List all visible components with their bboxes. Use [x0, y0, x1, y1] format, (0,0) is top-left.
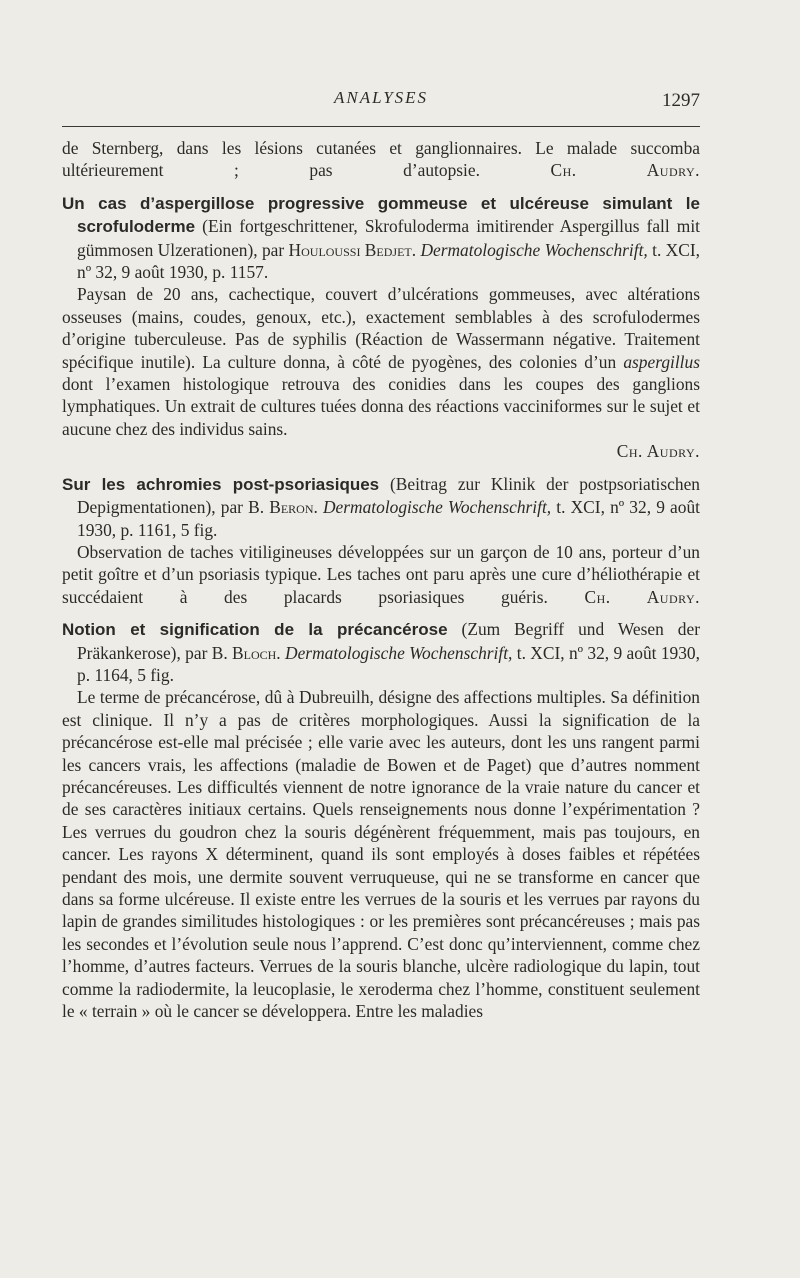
article-signature: Ch. Audry.: [584, 586, 700, 607]
article-body-text: Observation de taches vitiligineuses développées sur un garçon de 10 ans, porteur d’un petit goître et d’un psoriasis typique. Les taches ont paru après une cure d’héliothérapie et succédaient à des placards psoriasiques guéris.: [62, 541, 700, 607]
article-reference: t. XCI, nº 32, 9 août 1930, p. 1161, 5 fig.: [77, 497, 700, 540]
original-title: (Ein fortgeschrittener, Skrofuloderma imitirender Aspergillus fall mit gümmosen Ulzerationen), par: [77, 216, 700, 260]
journal-name: Dermatologische Wochenschrift,: [323, 497, 552, 518]
continuation-paragraph: [62, 137, 700, 182]
article-signature: Ch. Audry.: [616, 441, 700, 462]
page-number: 1297: [662, 90, 700, 111]
continuation-signature: Ch. Audry.: [550, 160, 700, 181]
article-header: [62, 473, 700, 541]
article-citation: [62, 473, 700, 541]
article-body: [62, 283, 700, 440]
page-header: [62, 88, 700, 116]
article-author: Beron.: [269, 497, 318, 518]
article-author: Houloussi Bedjet.: [288, 239, 417, 260]
header-rule: [62, 126, 700, 127]
journal-name: Dermatologische Wochenschrift,: [420, 239, 648, 260]
article-body-text: dont l’examen histologique retrouva des conidies dans les coupes des ganglions lymphatiques. Un extrait de cultures tuées donna des réactions vacciniformes sur le sujet et aucune chez des individus sains.: [62, 374, 700, 439]
article-citation: [62, 618, 700, 686]
article-citation: [62, 192, 700, 284]
original-title: (Zum Begriff und Wesen der Präkankerose), par B.: [77, 619, 700, 663]
article-header: [62, 618, 700, 686]
article-body: [62, 541, 700, 608]
original-title: (Beitrag zur Klinik der postpsoriatischen Depigmentationen), par B.: [77, 473, 700, 518]
article-title: Notion et signification de la précancérose: [62, 620, 448, 640]
article-body-text: Paysan de 20 ans, cachectique, couvert d’ulcérations gommeuses, avec altérations osseuses (mains, coudes, genoux, etc.), exactement semblables à des scrofulodermes d’origine tuberculeuse. Pas de syphilis (Réaction de Wassermann négative. Traitement spécifique inutile). La culture donna, à côté de pyogènes, des colonies d’un: [62, 284, 700, 372]
article-body-italic: aspergillus: [623, 351, 700, 372]
article-title: Sur les achromies post-psoriasiques: [62, 474, 380, 494]
journal-name: Dermatologische Wochenschrift,: [285, 642, 513, 663]
page-body: [62, 137, 700, 1022]
article-body: Le terme de précancérose, dû à Dubreuilh, désigne des affections multiples. Sa définition est clinique. Il n’y a pas de critères morphologiques. Aussi la signification de la précancérose est-elle mal précisée ; elle varie avec les auteurs, dont les uns rangent parmi les cancers vrais, les affections (maladie de Bowen et de Paget) que d’autres nomment précancéreuses. Les difficultés viennent de notre ignorance de la vraie nature du cancer et de ses caractères initiaux certains. Quels renseignements nous donne l’expérimentation ? Les verrues du goudron chez la souris dégénèrent fréquemment, mais pas toujours, en cancer. Les rayons X déterminent, quand ils sont employés à doses faibles et répétées pendant des mois, une dermite souvent verruqueuse, qui ne se transforme en cancer que dans sa forme ulcéreuse. Il existe entre les verrues de la souris et les verrues par rayons du lapin de grandes similitudes histologiques : or les premières sont précancéreuses ; mais pas les secondes et l’évolution seule nous l’apprend. C’est donc qu’interviennent, comme chez l’homme, d’autres facteurs. Verrues de la souris blanche, ulcère radiologique du lapin, tout comme la radiodermite, la leucoplasie, le xeroderma chez l’homme, constituent seulement le « terrain » où le cancer se développera. Entre les maladies: [62, 687, 700, 1022]
running-title: ANALYSES: [333, 88, 429, 107]
article-title: Un cas d’aspergillose progressive gommeuse et ulcéreuse simulant le scrofuloderme: [62, 193, 700, 237]
continuation-text: de Sternberg, dans les lésions cutanées et ganglionnaires. Le malade succomba ultérieurement ; pas d’autopsie.: [62, 138, 700, 181]
article-header: [62, 192, 700, 284]
article-reference: t. XCI, nº 32, 9 août 1930, p. 1157.: [77, 239, 700, 283]
article-reference: t. XCI, nº 32, 9 août 1930, p. 1164, 5 fig.: [77, 642, 700, 685]
article-author: Bloch.: [232, 642, 281, 663]
